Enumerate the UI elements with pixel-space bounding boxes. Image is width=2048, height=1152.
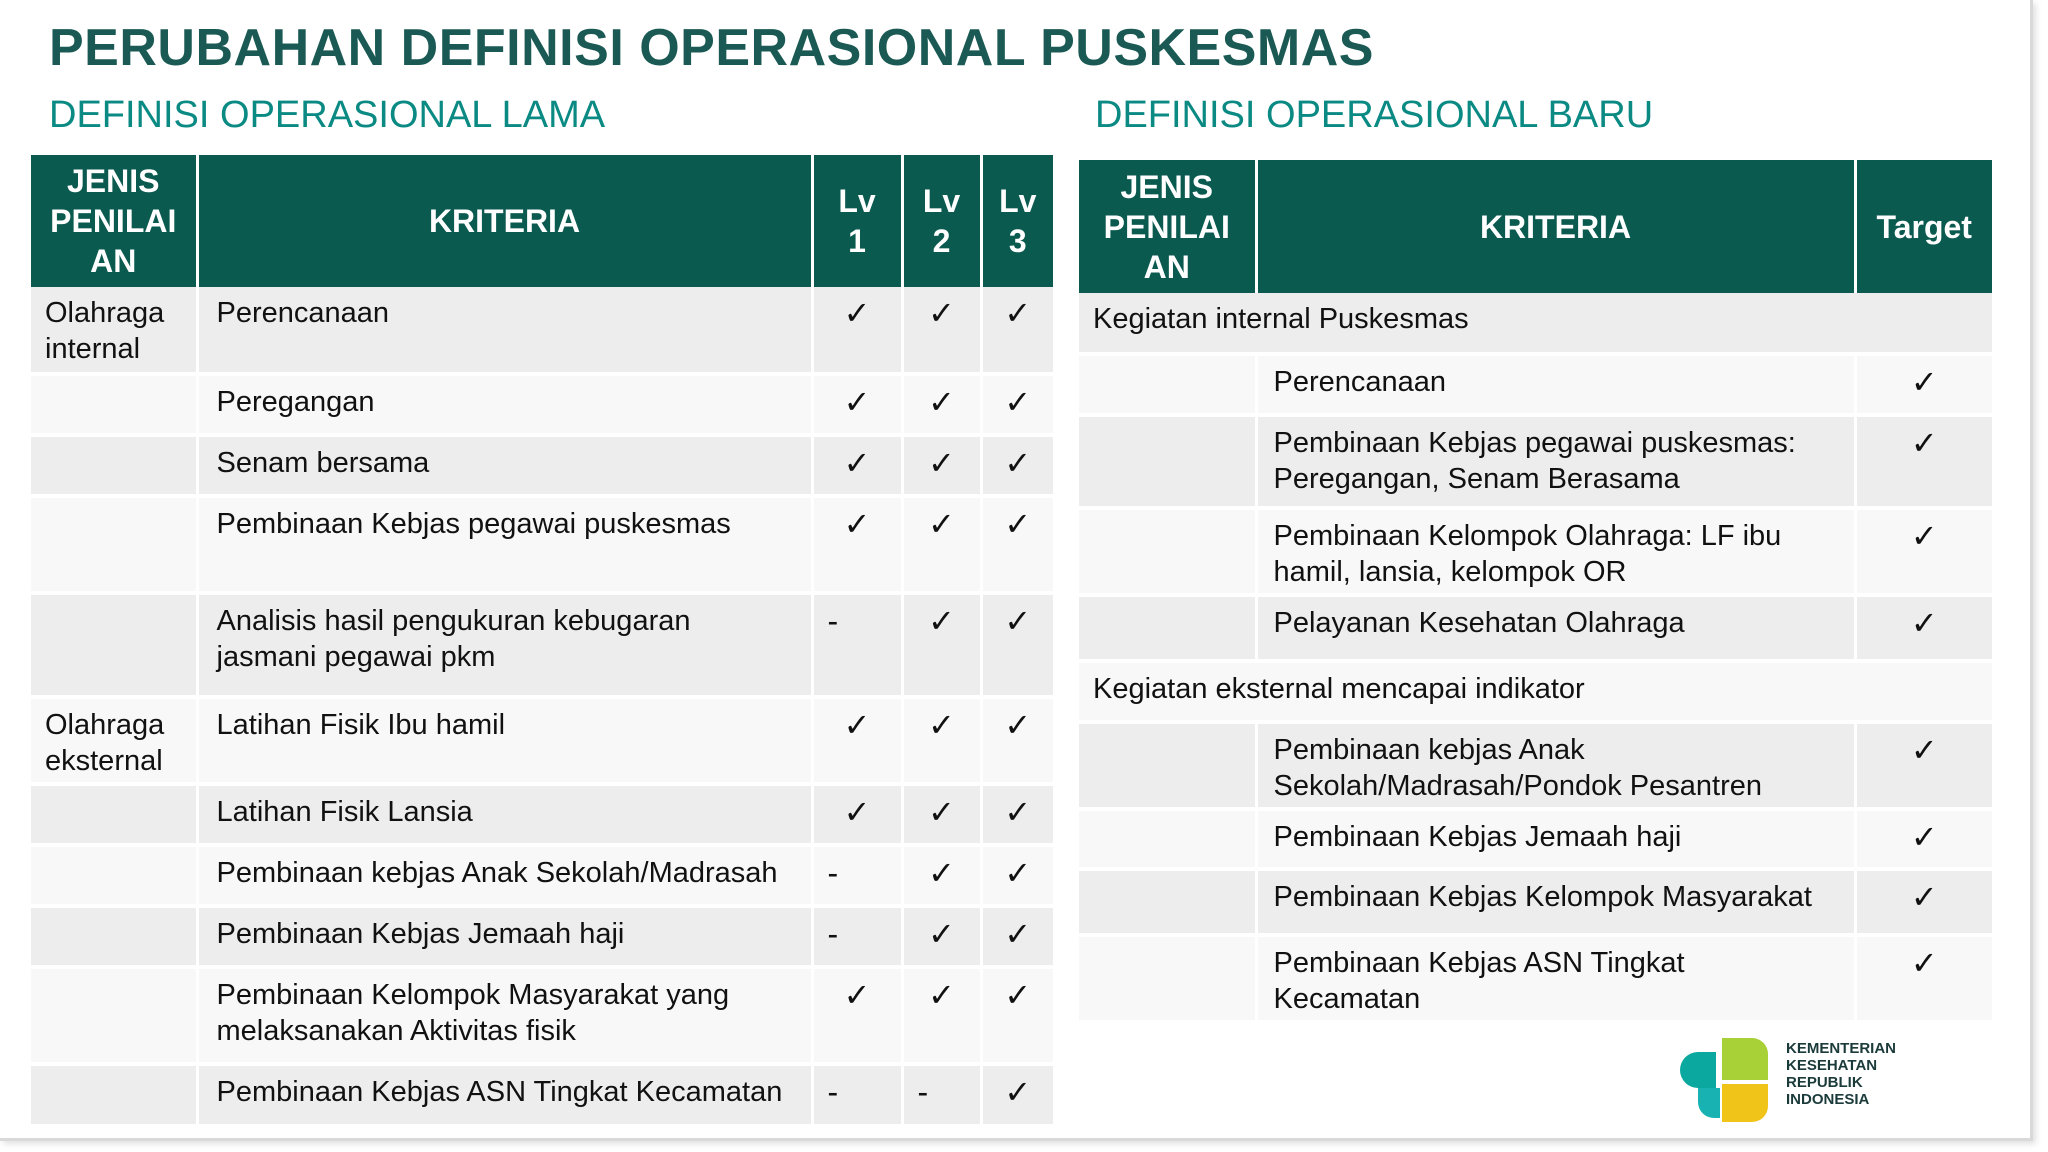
old-table-header-row bbox=[31, 155, 1053, 287]
old-definition-table bbox=[31, 155, 1053, 1128]
table-row bbox=[1079, 722, 1992, 809]
table-row bbox=[1079, 508, 1992, 595]
cell-lv2: ✓ bbox=[902, 845, 981, 906]
cell-kriteria: Pembinaan Kelompok Olahraga: LF ibu hamil, lansia, kelompok OR bbox=[1256, 508, 1855, 595]
cell-lv2: ✓ bbox=[902, 287, 981, 374]
cell-lv1: ✓ bbox=[812, 435, 902, 496]
cell-lv3: ✓ bbox=[981, 435, 1053, 496]
table-row bbox=[1079, 595, 1992, 661]
cell-lv2: - bbox=[902, 1064, 981, 1126]
cell-target: ✓ bbox=[1855, 354, 1992, 415]
cell-lv3: ✓ bbox=[981, 697, 1053, 784]
header-kriteria: KRITERIA bbox=[1256, 160, 1855, 293]
header-jenis-penilaian: JENIS PENILAI AN bbox=[1079, 160, 1256, 293]
table-row bbox=[1079, 935, 1992, 1022]
header-kriteria: KRITERIA bbox=[197, 155, 812, 287]
page-title: PERUBAHAN DEFINISI OPERASIONAL PUSKESMAS bbox=[49, 19, 1374, 77]
cell-lv3: ✓ bbox=[981, 1064, 1053, 1126]
cell-jenis-penilaian bbox=[1079, 935, 1256, 1022]
cell-jenis-penilaian bbox=[1079, 809, 1256, 869]
cell-lv3: ✓ bbox=[981, 784, 1053, 845]
logo-text: KEMENTERIAN KESEHATAN REPUBLIK INDONESIA bbox=[1786, 1040, 1897, 1108]
table-row bbox=[31, 496, 1053, 593]
table-row bbox=[31, 845, 1053, 906]
cell-jenis-penilaian bbox=[31, 593, 197, 697]
cell-target: ✓ bbox=[1855, 935, 1992, 1022]
table-row bbox=[1079, 809, 1992, 869]
cell-lv2: ✓ bbox=[902, 906, 981, 967]
cell-lv2: ✓ bbox=[902, 593, 981, 697]
cell-lv1: - bbox=[812, 1064, 902, 1126]
cell-jenis-penilaian bbox=[1079, 508, 1256, 595]
cell-kriteria: Latihan Fisik Ibu hamil bbox=[197, 697, 812, 784]
cell-kriteria: Pelayanan Kesehatan Olahraga bbox=[1256, 595, 1855, 661]
cell-target: ✓ bbox=[1855, 722, 1992, 809]
table-row bbox=[1079, 869, 1992, 935]
cell-lv1: - bbox=[812, 845, 902, 906]
cell-lv2: ✓ bbox=[902, 435, 981, 496]
cell-kriteria: Peregangan bbox=[197, 374, 812, 435]
cell-kriteria: Pembinaan Kebjas pegawai puskesmas: Peregangan, Senam Berasama bbox=[1256, 415, 1855, 508]
cell-jenis-penilaian bbox=[31, 374, 197, 435]
cell-lv1: - bbox=[812, 906, 902, 967]
cell-lv2: ✓ bbox=[902, 496, 981, 593]
cell-lv1: ✓ bbox=[812, 697, 902, 784]
table-row bbox=[31, 697, 1053, 784]
cell-lv3: ✓ bbox=[981, 287, 1053, 374]
header-jenis-penilaian: JENIS PENILAI AN bbox=[31, 155, 197, 287]
cell-kriteria: Pembinaan kebjas Anak Sekolah/Madrasah/Pondok Pesantren bbox=[1256, 722, 1855, 809]
cell-lv1: - bbox=[812, 593, 902, 697]
cell-kriteria: Perencanaan bbox=[1256, 354, 1855, 415]
cell-kriteria: Pembinaan kebjas Anak Sekolah/Madrasah bbox=[197, 845, 812, 906]
cell-kriteria: Pembinaan Kebjas ASN Tingkat Kecamatan bbox=[1256, 935, 1855, 1022]
cell-jenis-penilaian bbox=[31, 967, 197, 1064]
table-row bbox=[31, 784, 1053, 845]
new-definition-table bbox=[1079, 160, 1992, 1024]
subtitle-new-definition: DEFINISI OPERASIONAL BARU bbox=[1095, 94, 1654, 136]
cell-jenis-penilaian: Olahraga internal bbox=[31, 287, 197, 374]
cell-jenis-penilaian bbox=[31, 1064, 197, 1126]
header-lv2: Lv 2 bbox=[902, 155, 981, 287]
cell-target: ✓ bbox=[1855, 415, 1992, 508]
cell-kriteria: Pembinaan Kebjas Jemaah haji bbox=[1256, 809, 1855, 869]
cell-lv3: ✓ bbox=[981, 374, 1053, 435]
cell-kriteria: Pembinaan Kebjas Jemaah haji bbox=[197, 906, 812, 967]
cell-lv2: ✓ bbox=[902, 967, 981, 1064]
cell-jenis-penilaian bbox=[31, 496, 197, 593]
cell-jenis-penilaian bbox=[31, 845, 197, 906]
cell-lv1: ✓ bbox=[812, 496, 902, 593]
cell-lv3: ✓ bbox=[981, 967, 1053, 1064]
cell-jenis-penilaian bbox=[31, 906, 197, 967]
cell-section-label: Kegiatan internal Puskesmas bbox=[1079, 293, 1992, 354]
cell-kriteria: Pembinaan Kelompok Masyarakat yang melaksanakan Aktivitas fisik bbox=[197, 967, 812, 1064]
cell-jenis-penilaian bbox=[1079, 415, 1256, 508]
cell-jenis-penilaian bbox=[1079, 722, 1256, 809]
table-section-row bbox=[1079, 293, 1992, 354]
cell-kriteria: Pembinaan Kebjas Kelompok Masyarakat bbox=[1256, 869, 1855, 935]
header-target: Target bbox=[1855, 160, 1992, 293]
cell-jenis-penilaian: Olahraga eksternal bbox=[31, 697, 197, 784]
cell-kriteria: Perencanaan bbox=[197, 287, 812, 374]
table-row bbox=[31, 435, 1053, 496]
table-row bbox=[31, 967, 1053, 1064]
table-row bbox=[1079, 354, 1992, 415]
cell-jenis-penilaian bbox=[1079, 595, 1256, 661]
cell-kriteria: Pembinaan Kebjas pegawai puskesmas bbox=[197, 496, 812, 593]
cell-jenis-penilaian bbox=[31, 435, 197, 496]
cell-target: ✓ bbox=[1855, 809, 1992, 869]
new-table-header-row bbox=[1079, 160, 1992, 293]
table-row bbox=[31, 906, 1053, 967]
cell-lv1: ✓ bbox=[812, 287, 902, 374]
table-row bbox=[31, 374, 1053, 435]
header-lv1: Lv 1 bbox=[812, 155, 902, 287]
cell-lv3: ✓ bbox=[981, 593, 1053, 697]
header-lv3: Lv 3 bbox=[981, 155, 1053, 287]
table-row bbox=[31, 287, 1053, 374]
cell-lv3: ✓ bbox=[981, 906, 1053, 967]
cell-target: ✓ bbox=[1855, 508, 1992, 595]
cell-target: ✓ bbox=[1855, 595, 1992, 661]
cell-kriteria: Analisis hasil pengukuran kebugaran jasmani pegawai pkm bbox=[197, 593, 812, 697]
cell-lv2: ✓ bbox=[902, 697, 981, 784]
cell-lv1: ✓ bbox=[812, 784, 902, 845]
table-row bbox=[1079, 415, 1992, 508]
cell-kriteria: Latihan Fisik Lansia bbox=[197, 784, 812, 845]
cell-kriteria: Senam bersama bbox=[197, 435, 812, 496]
subtitle-old-definition: DEFINISI OPERASIONAL LAMA bbox=[49, 94, 606, 136]
cell-lv2: ✓ bbox=[902, 784, 981, 845]
table-row bbox=[31, 1064, 1053, 1126]
table-section-row bbox=[1079, 661, 1992, 722]
cell-lv2: ✓ bbox=[902, 374, 981, 435]
table-row bbox=[31, 593, 1053, 697]
cell-jenis-penilaian bbox=[1079, 869, 1256, 935]
cell-lv3: ✓ bbox=[981, 845, 1053, 906]
cell-section-label: Kegiatan eksternal mencapai indikator bbox=[1079, 661, 1992, 722]
cell-lv1: ✓ bbox=[812, 374, 902, 435]
cell-kriteria: Pembinaan Kebjas ASN Tingkat Kecamatan bbox=[197, 1064, 812, 1126]
cell-target: ✓ bbox=[1855, 869, 1992, 935]
cell-jenis-penilaian bbox=[1079, 354, 1256, 415]
cell-lv1: ✓ bbox=[812, 967, 902, 1064]
cell-lv3: ✓ bbox=[981, 496, 1053, 593]
cell-jenis-penilaian bbox=[31, 784, 197, 845]
